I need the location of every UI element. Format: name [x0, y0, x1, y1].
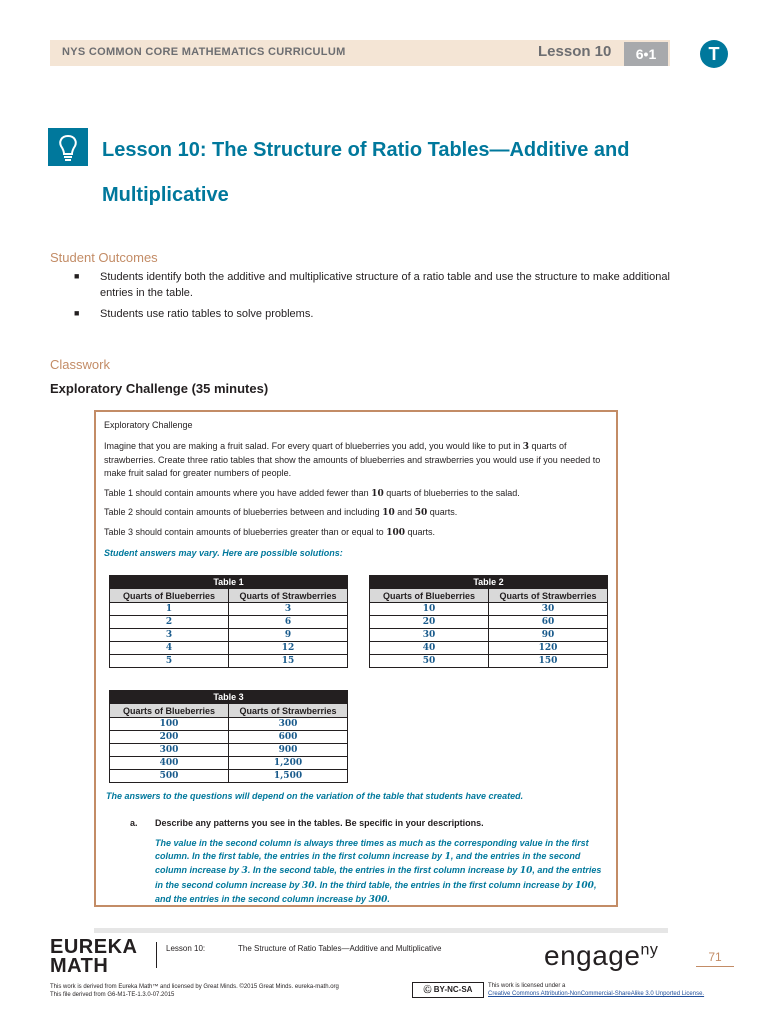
question-text: Describe any patterns you see in the tables. Be specific in your descriptions. [155, 818, 484, 828]
page-number: 71 [696, 950, 734, 967]
table-cell: 4 [110, 642, 229, 655]
table-row [110, 770, 348, 783]
table-cell: 9 [229, 629, 348, 642]
teacher-badge: T [700, 40, 728, 68]
table1-instruction: Table 1 should contain amounts where you have added fewer than 10 quarts of blueberries to the salad. [104, 488, 520, 499]
table-cell: 2 [110, 616, 229, 629]
table-cell: 400 [110, 757, 229, 770]
table-cell: 5 [110, 655, 229, 668]
box-title: Exploratory Challenge [104, 420, 193, 430]
table-cell: 100 [110, 718, 229, 731]
table-cell: 1,500 [229, 770, 348, 783]
table-caption: Table 2 [370, 576, 608, 589]
footer-lesson: Lesson 10: [166, 944, 206, 953]
answers-note: Student answers may vary. Here are possible solutions: [104, 548, 343, 558]
table-caption: Table 1 [110, 576, 348, 589]
table-row [110, 642, 348, 655]
box-intro: Imagine that you are making a fruit salad. For every quart of blueberries you add, you would like to put in 3 quarts of strawberries. Create three ratio tables that show the amounts of blueberries and strawberries you would use if you needed to make fruit salad for greater numbers of people. [104, 441, 601, 478]
ratio-table-2 [369, 575, 608, 668]
lightbulb-icon [48, 128, 88, 166]
column-header: Quarts of Strawberries [229, 589, 348, 603]
table-cell: 30 [489, 603, 608, 616]
table-cell: 90 [489, 629, 608, 642]
footer-separator [156, 942, 157, 968]
exploratory-challenge-heading: Exploratory Challenge (35 minutes) [50, 381, 269, 396]
table-row [370, 616, 608, 629]
engageny-logo: engage$^{ny}$ [544, 940, 659, 971]
table-row [110, 744, 348, 757]
table3-instruction: Table 3 should contain amounts of blueberries greater than or equal to 100 quarts. [104, 527, 435, 538]
table-cell: 40 [370, 642, 489, 655]
table-cell: 20 [370, 616, 489, 629]
bullet-icon: ■ [74, 308, 80, 318]
table-cell: 300 [110, 744, 229, 757]
table-row [110, 616, 348, 629]
column-header: Quarts of Strawberries [229, 704, 348, 718]
table-row [110, 603, 348, 616]
outcome-item: Students identify both the additive and multiplicative structure of a ratio table and use the structure to make additional entries in the table. [100, 271, 670, 299]
table-row [370, 603, 608, 616]
column-header: Quarts of Blueberries [110, 704, 229, 718]
column-header: Quarts of Blueberries [370, 589, 489, 603]
table-cell: 30 [370, 629, 489, 642]
table-cell: 60 [489, 616, 608, 629]
table-cell: 3 [229, 603, 348, 616]
table-row [110, 718, 348, 731]
table-cell: 12 [229, 642, 348, 655]
table-row [110, 655, 348, 668]
lesson-label: Lesson 10 [538, 43, 612, 60]
table2-instruction: Table 2 should contain amounts of blueberries between and including 10 and 50 quarts. [104, 507, 458, 518]
cc-license-badge: Ⓒ BY-NC-SA [412, 982, 484, 998]
table-cell: 500 [110, 770, 229, 783]
table-cell: 10 [370, 603, 489, 616]
table-row [110, 757, 348, 770]
table-row [370, 629, 608, 642]
question-label: a. [130, 818, 138, 828]
table-row [110, 629, 348, 642]
bullet-icon: ■ [74, 271, 80, 281]
column-header: Quarts of Blueberries [110, 589, 229, 603]
table-cell: 15 [229, 655, 348, 668]
classwork-heading: Classwork [50, 357, 110, 372]
table-cell: 900 [229, 744, 348, 757]
table-row [370, 642, 608, 655]
footer-title: The Structure of Ratio Tables—Additive and Multiplicative [238, 944, 442, 953]
eureka-math-logo: EUREKA MATH [50, 936, 138, 977]
table-caption: Table 3 [110, 691, 348, 704]
column-header: Quarts of Strawberries [489, 589, 608, 603]
table-cell: 600 [229, 731, 348, 744]
curriculum-label: NYS COMMON CORE MATHEMATICS CURRICULUM [62, 46, 346, 58]
footer-attribution: This work is derived from Eureka Math™ and licensed by Great Minds. ©2015 Great Minds. eureka-math.org This file derived from G6-M1-TE-1.3.0-07.2015 [50, 984, 339, 998]
table-row [370, 655, 608, 668]
depend-note: The answers to the questions will depend on the variation of the table that students have created. [106, 791, 524, 801]
table-row [110, 731, 348, 744]
ratio-table-1 [109, 575, 348, 668]
table-cell: 150 [489, 655, 608, 668]
student-outcomes-heading: Student Outcomes [50, 250, 158, 265]
license-link[interactable]: Creative Commons Attribution-NonCommercial-ShareAlike 3.0 Unported License. [488, 991, 705, 997]
footer-divider [94, 928, 668, 933]
page-title: Lesson 10: The Structure of Ratio Tables—Additive and Multiplicative [102, 139, 630, 206]
table-cell: 200 [110, 731, 229, 744]
table-cell: 1 [110, 603, 229, 616]
table-cell: 50 [370, 655, 489, 668]
table-cell: 120 [489, 642, 608, 655]
table-cell: 3 [110, 629, 229, 642]
ratio-table-3 [109, 690, 348, 783]
module-badge: 6•1 [624, 42, 668, 66]
outcome-item: Students use ratio tables to solve problems. [100, 308, 314, 320]
table-cell: 1,200 [229, 757, 348, 770]
cc-icon: Ⓒ [423, 985, 432, 994]
table-cell: 300 [229, 718, 348, 731]
pattern-answer: The value in the second column is always three times as much as the corresponding value in the first column. In the first table, the entries in the first column increase by 1, and the entries in the second column increase by 3. In the second table, the entries in the first column increase by 10, and the entries in the second column increase by 30. In the third table, the entries in the first column increase by 100, and the entries in the second column increase by 300. [155, 838, 602, 905]
table-cell: 6 [229, 616, 348, 629]
license-text: This work is licensed under a Creative Commons Attribution-NonCommercial-ShareAlike 3.0 Unported License. [488, 982, 748, 998]
